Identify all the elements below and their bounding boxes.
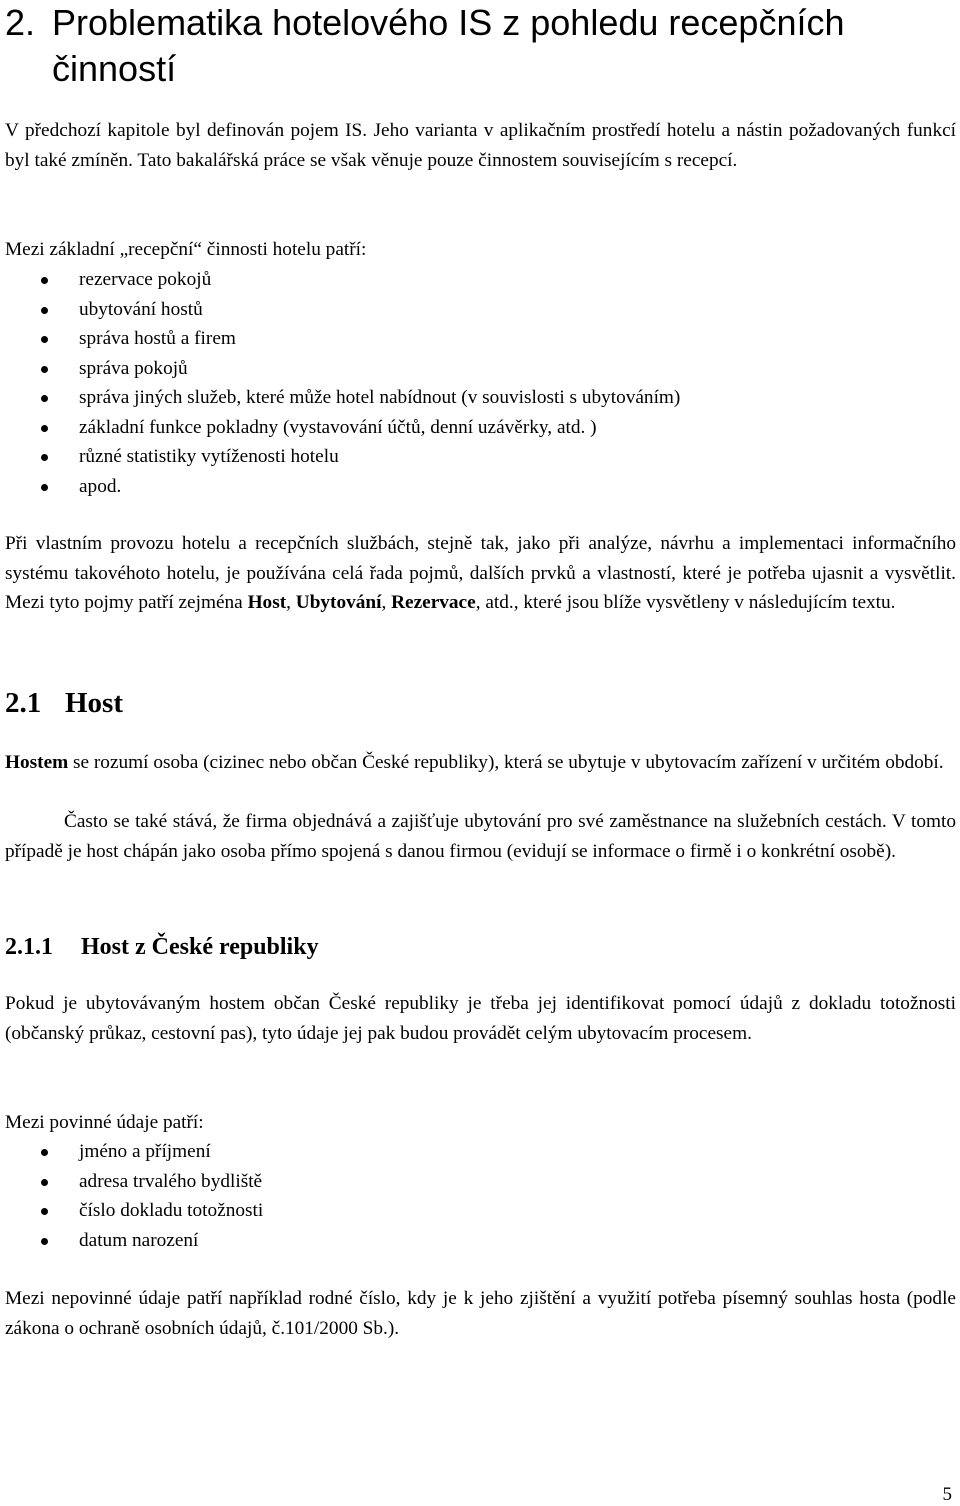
list-item: různé statistiky vytíženosti hotelu — [0, 442, 960, 472]
bullet-icon — [41, 425, 48, 432]
chapter-heading — [5, 0, 955, 92]
list-item: číslo dokladu totožnosti — [0, 1196, 960, 1226]
list-item: správa hostů a firem — [0, 324, 960, 354]
activities-list — [0, 265, 960, 501]
section-number: 2.1 — [5, 687, 42, 719]
subsection-title: Host z České republiky — [81, 934, 319, 960]
activities-intro: Mezi základní „recepční“ činnosti hotelu patří: — [5, 239, 367, 260]
bullet-icon — [41, 307, 48, 314]
section-title: Host — [65, 687, 123, 719]
bullet-icon — [41, 1238, 48, 1245]
czech-guest-paragraph: Pokud je ubytovávaným hostem občan České republiky je třeba jej identifikovat pomocí údajů z dokladu totožnosti (občanský průkaz, cestovní pas), tyto údaje jej pak budou provádět celým ubytovacím procesem. — [5, 993, 956, 1044]
operations-paragraph: Při vlastním provozu hotelu a recepčních službách, stejně tak, jako při analýze, návrhu a implementaci informačního systému takovéhoto hotelu, je používána celá řada pojmů, dalších prvků a vlastností, které je potřeba ujasnit a vysvětlit. Mezi tyto pojmy patří zejména Host, Ubytování, Rezervace, atd., které jsou blíže vysvětleny v následujícím textu. — [5, 533, 956, 613]
bullet-icon — [41, 1179, 48, 1186]
mandatory-list — [0, 1137, 960, 1255]
chapter-title-line2: činností — [52, 48, 177, 89]
host-paragraph-1: Hostem se rozumí osoba (cizinec nebo občan České republiky), která se ubytuje v ubytovacím zařízení v určitém období. — [5, 752, 944, 773]
section-heading — [5, 685, 123, 721]
bullet-icon — [41, 277, 48, 284]
subsection-heading — [5, 931, 319, 963]
list-item: adresa trvalého bydliště — [0, 1167, 960, 1197]
list-item: datum narození — [0, 1226, 960, 1256]
list-item: správa jiných služeb, které může hotel nabídnout (v souvislosti s ubytováním) — [0, 383, 960, 413]
list-item: jméno a příjmení — [0, 1137, 960, 1167]
page-number: 5 — [942, 1484, 952, 1505]
bullet-icon — [41, 1208, 48, 1215]
list-item: rezervace pokojů — [0, 265, 960, 295]
bullet-icon — [41, 454, 48, 461]
term-rezervace: Rezervace — [391, 592, 476, 613]
term-host: Host — [247, 592, 287, 613]
term-hostem: Hostem — [5, 752, 69, 773]
bullet-icon — [41, 366, 48, 373]
bullet-icon — [41, 484, 48, 491]
chapter-title-line1: Problematika hotelového IS z pohledu recepčních — [52, 2, 845, 43]
bullet-icon — [41, 336, 48, 343]
list-item: apod. — [0, 472, 960, 502]
bullet-icon — [41, 1149, 48, 1156]
term-ubytovani: Ubytování — [295, 592, 382, 613]
mandatory-intro: Mezi povinné údaje patří: — [5, 1112, 204, 1133]
host-paragraph-2: Často se také stává, že firma objednává a zajišťuje ubytování pro své zaměstnance na služebních cestách. V tomto případě je host chápán jako osoba přímo spojená s danou firmou (evidují se informace o firmě i o konkrétní osobě). — [5, 811, 956, 862]
optional-paragraph: Mezi nepovinné údaje patří například rodné číslo, kdy je k jeho zjištění a využití potřeba písemný souhlas hosta (podle zákona o ochraně osobních údajů, č.101/2000 Sb.). — [5, 1288, 956, 1339]
list-item: správa pokojů — [0, 354, 960, 384]
subsection-number: 2.1.1 — [5, 934, 53, 960]
list-item: ubytování hostů — [0, 295, 960, 325]
intro-paragraph: V předchozí kapitole byl definován pojem IS. Jeho varianta v aplikačním prostředí hotelu a nástin požadovaných funkcí byl také zmíněn. Tato bakalářská práce se však věnuje pouze činnostem souvisejícím s recepcí. — [5, 120, 956, 171]
list-item: základní funkce pokladny (vystavování účtů, denní uzávěrky, atd. ) — [0, 413, 960, 443]
bullet-icon — [41, 395, 48, 402]
chapter-number: 2. — [5, 2, 36, 43]
